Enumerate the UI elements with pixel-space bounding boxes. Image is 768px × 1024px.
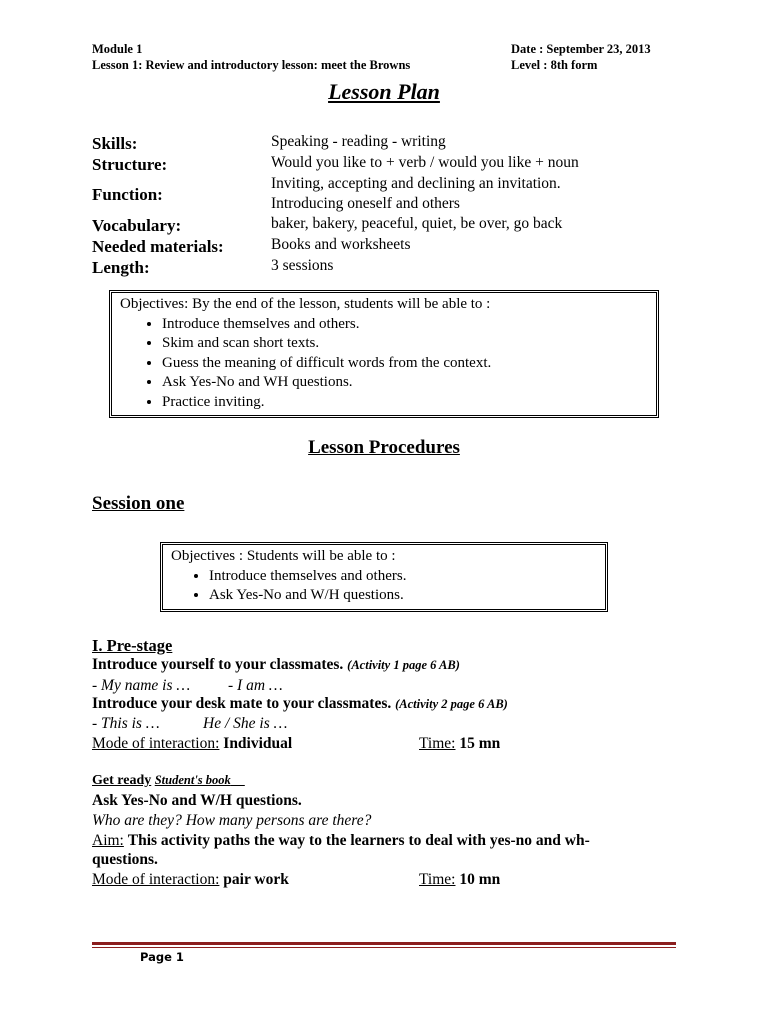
field-label-skills: Skills: xyxy=(92,134,138,153)
objective-item: • Introduce themselves and others. xyxy=(162,315,648,335)
getready-line-1: Ask Yes-No and W/H questions. xyxy=(92,792,302,809)
field-value-structure: Would you like to + verb / would you like + noun xyxy=(271,154,579,171)
field-label-structure: Structure: xyxy=(92,155,168,174)
field-label-length: Length: xyxy=(92,258,150,277)
page-title: Lesson Plan xyxy=(328,79,440,104)
getready-aim-label: Aim: xyxy=(92,832,124,849)
prestage-line-2-text: Introduce your desk mate to your classmates. xyxy=(92,695,392,712)
prestage-title: I. Pre-stage xyxy=(92,636,173,655)
getready-aim-text-2: questions. xyxy=(92,851,158,868)
procedures-title: Lesson Procedures xyxy=(308,437,460,458)
getready-time xyxy=(419,871,500,889)
objective-item: • Skim and scan short texts. xyxy=(162,334,648,354)
objective-item: • Ask Yes-No and WH questions. xyxy=(162,373,648,393)
prestage-mode xyxy=(92,735,292,753)
module-label: Module 1 xyxy=(92,42,143,56)
prestage-time xyxy=(419,735,500,753)
getready-mode xyxy=(92,871,289,889)
getready-title xyxy=(92,773,245,789)
prestage-line-1 xyxy=(92,656,460,674)
session-title: Session one xyxy=(92,493,185,514)
level-label: Level : 8th form xyxy=(511,58,598,72)
field-value-skills: Speaking - reading - writing xyxy=(271,133,446,150)
objectives-box xyxy=(109,290,659,418)
getready-title-text: Get ready xyxy=(92,773,152,788)
prestage-example-2a: - This is … xyxy=(92,715,160,732)
field-value-vocabulary: baker, bakery, peaceful, quiet, be over, go back xyxy=(271,215,563,232)
lesson-label: Lesson 1: Review and introductory lesson: meet the Browns xyxy=(92,58,411,72)
objective-item: • Practice inviting. xyxy=(162,393,648,413)
getready-time-value: 10 mn xyxy=(459,871,501,888)
prestage-example-2b: He / She is … xyxy=(203,715,288,732)
session-objective-item: • Introduce themselves and others. xyxy=(209,567,597,587)
getready-mode-label: Mode of interaction: xyxy=(92,871,220,888)
field-value-function: Inviting, accepting and declining an invitation. xyxy=(271,175,561,192)
date-label: Date : September 23, 2013 xyxy=(511,42,651,56)
objective-item: • Guess the meaning of difficult words from the context. xyxy=(162,354,648,374)
getready-note: Student's book xyxy=(154,773,231,787)
prestage-example-1b: - I am … xyxy=(228,677,283,694)
prestage-line-1-note: (Activity 1 page 6 AB) xyxy=(347,658,460,672)
field-value-materials: Books and worksheets xyxy=(271,236,411,253)
getready-question: Who are they? How many persons are there? xyxy=(92,812,372,829)
field-label-function: Function: xyxy=(92,185,163,204)
field-value-function-2: Introducing oneself and others xyxy=(271,195,460,212)
session-objective-item: • Ask Yes-No and W/H questions. xyxy=(209,586,597,606)
prestage-example-1a: - My name is … xyxy=(92,677,191,694)
getready-aim-text: This activity paths the way to the learners to deal with yes-no and wh- xyxy=(127,832,590,849)
session-objectives-box xyxy=(160,542,608,612)
field-label-vocabulary: Vocabulary: xyxy=(92,216,182,235)
footer-rule-thick xyxy=(92,942,676,945)
prestage-line-2 xyxy=(92,695,508,713)
prestage-time-value: 15 mn xyxy=(459,735,501,752)
prestage-mode-value: Individual xyxy=(223,735,293,752)
field-label-materials: Needed materials: xyxy=(92,237,224,256)
footer-rule-thin xyxy=(92,947,676,948)
session-objectives-intro: Objectives : Students will be able to : xyxy=(171,548,396,564)
objectives-list xyxy=(120,315,648,413)
prestage-mode-label: Mode of interaction: xyxy=(92,735,220,752)
prestage-time-label: Time: xyxy=(419,735,456,752)
getready-time-label: Time: xyxy=(419,871,456,888)
getready-aim xyxy=(92,832,590,850)
page-number: Page 1 xyxy=(140,950,184,964)
field-value-length: 3 sessions xyxy=(271,257,334,274)
session-objectives-list xyxy=(171,567,597,606)
prestage-line-1-text: Introduce yourself to your classmates. xyxy=(92,656,344,673)
getready-mode-value: pair work xyxy=(223,871,289,888)
objectives-intro: Objectives: By the end of the lesson, students will be able to : xyxy=(120,296,491,312)
prestage-line-2-note: (Activity 2 page 6 AB) xyxy=(395,697,508,711)
